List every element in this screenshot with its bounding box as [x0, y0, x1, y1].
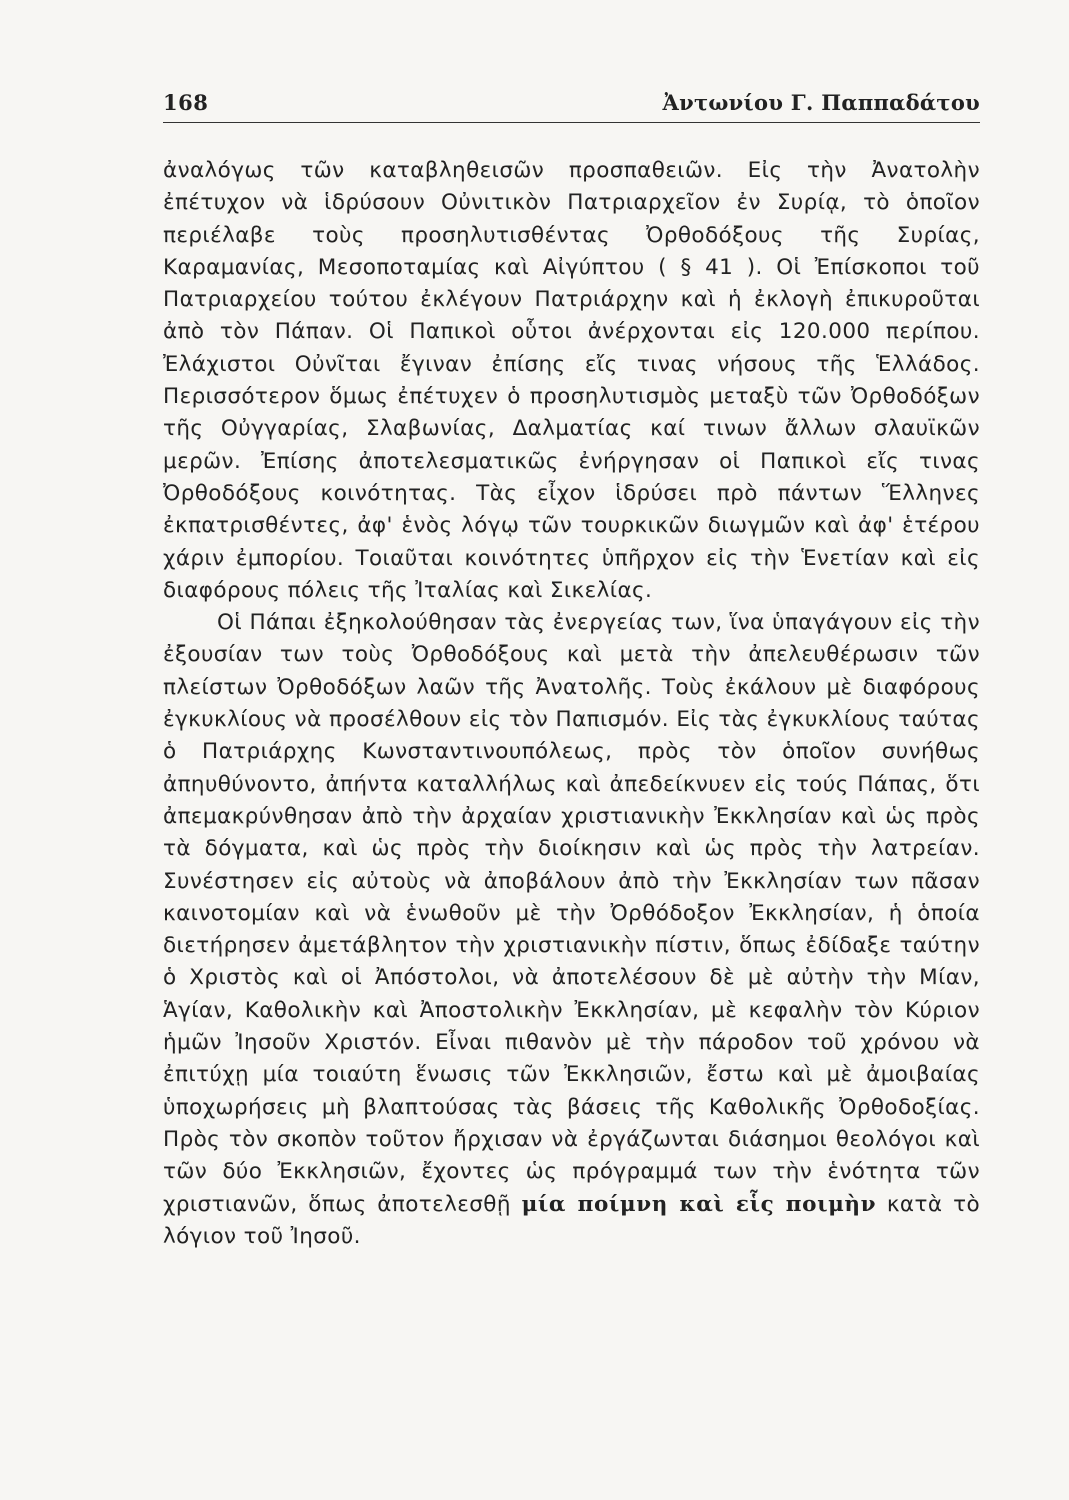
- running-head: Ἀντωνίου Γ. Παππαδάτου: [662, 90, 980, 115]
- page-number: 168: [163, 90, 209, 115]
- paragraph-2: [163, 607, 980, 1253]
- paragraph-2-main: Οἱ Πάπαι ἐξηκολούθησαν τὰς ἐνεργείας των, ἵνα ὑπαγάγουν εἰς τὴν ἐξουσίαν των τοὺς Ὀρθοδόξους καὶ μετὰ τὴν ἀπελευθέρωσιν τῶν πλείστων Ὀρθοδόξων λαῶν τῆς Ἀνατολῆς. Τοὺς ἐκάλουν μὲ διαφόρους ἐγκυκλίους νὰ προσέλθουν εἰς τὸν Παπισμόν. Εἰς τὰς ἐγκυκλίους ταύτας ὁ Πατριάρχης Κωνσταντινουπόλεως, πρὸς τὸν ὁποῖον συνήθως ἀπηυθύνοντο, ἀπήντα καταλλήλως καὶ ἀπεδείκνυεν εἰς τούς Πάπας, ὅτι ἀπεμακρύνθησαν ἀπὸ τὴν ἀρχαίαν χριστιανικὴν Ἐκκλησίαν καὶ ὡς πρὸς τὰ δόγματα, καὶ ὡς πρὸς τὴν διοίκησιν καὶ ὡς πρὸς τὴν λατρείαν. Συνέστησεν εἰς αὐτοὺς νὰ ἀποβάλουν ἀπὸ τὴν Ἐκκλησίαν των πᾶσαν καινοτομίαν καὶ νὰ ἑνωθοῦν μὲ τὴν Ὀρθόδοξον Ἐκκλησίαν, ἡ ὁποία διετήρησεν ἀμετάβλητον τὴν χριστιανικὴν πίστιν, ὅπως ἐδίδαξε ταύτην ὁ Χριστὸς καὶ οἱ Ἀπόστολοι, νὰ ἀποτελέσουν δὲ μὲ αὐτὴν τὴν Μίαν, Ἁγίαν, Καθολικὴν καὶ Ἀποστολικὴν Ἐκκλησίαν, μὲ κεφαλὴν τὸν Κύριον ἡμῶν Ἰησοῦν Χριστόν. Εἶναι πιθανὸν μὲ τὴν πάροδον τοῦ χρόνου νὰ ἐπιτύχῃ μία τοιαύτη ἕνωσις τῶν Ἐκκλησιῶν, ἔστω καὶ μὲ ἀμοιβαίας ὑποχωρήσεις μὴ βλαπτούσας τὰς βάσεις τῆς Καθολικῆς Ὀρθοδοξίας. Πρὸς τὸν σκοπὸν τοῦτον ἤρχισαν νὰ ἐργάζωνται διάσημοι θεολόγοι καὶ τῶν δύο Ἐκκλησιῶν, ἔχοντες ὡς πρόγραμμά των τὴν ἑνότητα τῶν χριστιανῶν, ὅπως ἀποτελεσθῇ: [163, 610, 980, 1217]
- page-header: [163, 86, 980, 123]
- paragraph-1: ἀναλόγως τῶν καταβληθεισῶν προσπαθειῶν. Εἰς τὴν Ἀνατολὴν ἐπέτυχον νὰ ἱδρύσουν Οὐνιτικὸν Πατριαρχεῖον ἐν Συρίᾳ, τὸ ὁποῖον περιέλαβε τοὺς προσηλυτισθέντας Ὀρθοδόξους τῆς Συρίας, Καραμανίας, Μεσοποταμίας καὶ Αἰγύπτου ( § 41 ). Οἱ Ἐπίσκοποι τοῦ Πατριαρχείου τούτου ἐκλέγουν Πατριάρχην καὶ ἡ ἐκλογὴ ἐπικυροῦται ἀπὸ τὸν Πάπαν. Οἱ Παπικοὶ οὗτοι ἀνέρχονται εἰς 120.000 περίπου. Ἐλάχιστοι Οὐνῖται ἔγιναν ἐπίσης εἴς τινας νήσους τῆς Ἑλλάδος. Περισσότερον ὅμως ἐπέτυχεν ὁ προσηλυτισμὸς μεταξὺ τῶν Ὀρθοδόξων τῆς Οὐγγαρίας, Σλαβωνίας, Δαλματίας καί τινων ἄλλων σλαυϊκῶν μερῶν. Ἐπίσης ἀποτελεσματικῶς ἐνήργησαν οἱ Παπικοὶ εἴς τινας Ὀρθοδόξους κοινότητας. Τὰς εἶχον ἱδρύσει πρὸ πάντων Ἕλληνες ἐκπατρισθέντες, ἀφ' ἑνὸς λόγῳ τῶν τουρκικῶν διωγμῶν καὶ ἀφ' ἑτέρου χάριν ἐμπορίου. Τοιαῦται κοινότητες ὑπῆρχον εἰς τὴν Ἑνετίαν καὶ εἰς διαφόρους πόλεις τῆς Ἰταλίας καὶ Σικελίας.: [163, 158, 980, 603]
- body-text: [163, 155, 980, 1253]
- paragraph-2-emphasis: μία ποίμνη καὶ εἷς ποιμὴν: [521, 1191, 877, 1217]
- paragraph-2-end: κατὰ τὸ λόγιον τοῦ Ἰησοῦ.: [163, 1191, 980, 1249]
